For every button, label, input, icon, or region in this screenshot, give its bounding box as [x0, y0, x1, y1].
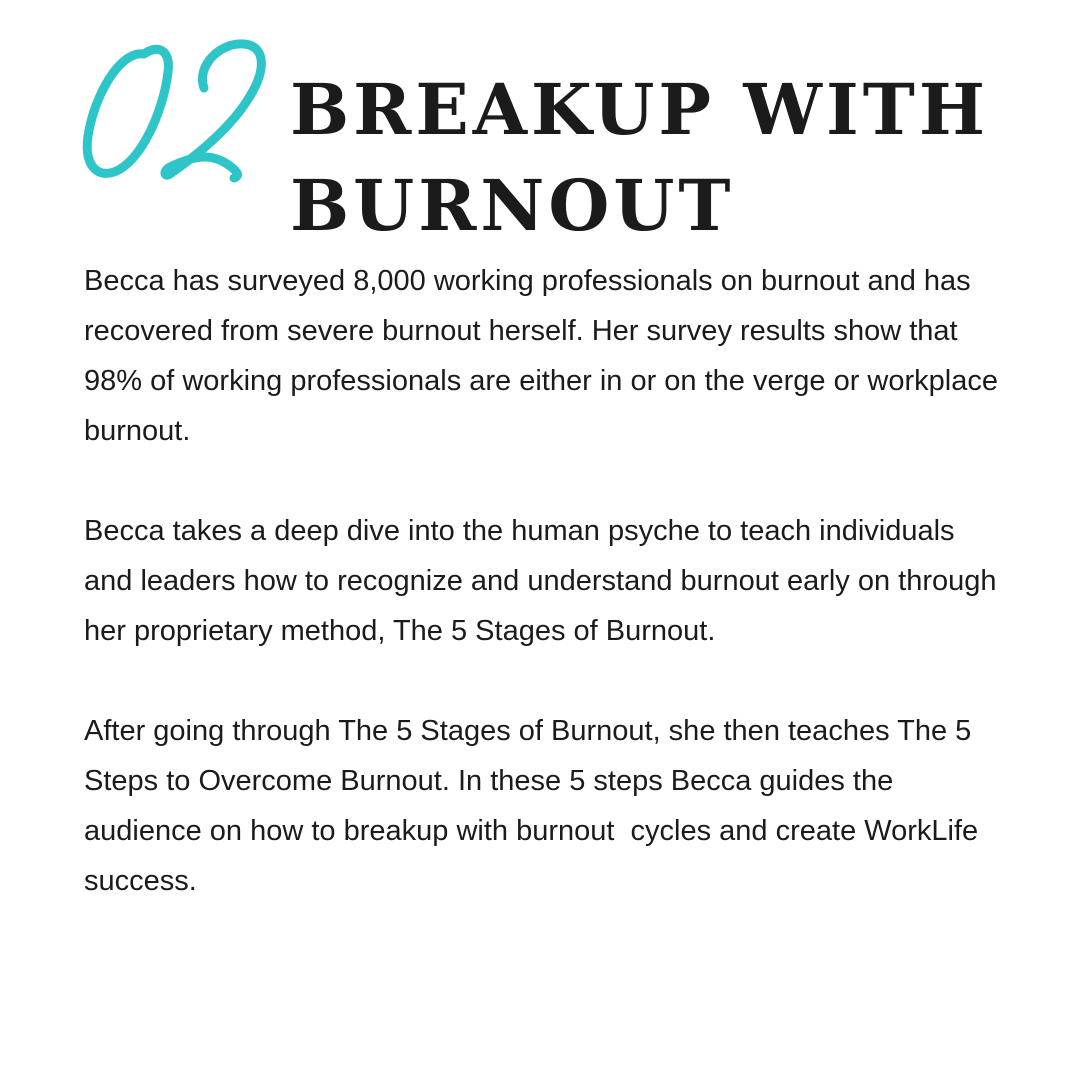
paragraph-survey: Becca has surveyed 8,000 working professionals on burnout and has recovered from severe burnout herself. Her survey results show that 98% of working professionals are either in or on the verge or workplace burnout.	[84, 265, 1007, 447]
body-text	[84, 256, 1007, 956]
title-line-1: BREAKUP WITH	[290, 68, 989, 151]
script-zero-stroke	[87, 49, 168, 173]
script-two-stroke	[165, 44, 261, 178]
paragraph-steps: After going through The 5 Stages of Burnout, she then teaches The 5 Steps to Overcome Burnout. In these 5 steps Becca guides the audience on how to breakup with burnout cycles and create WorkLife success.	[84, 715, 987, 897]
page-title	[290, 62, 1030, 254]
paragraph-method: Becca takes a deep dive into the human psyche to teach individuals and leaders how to recognize and understand burnout early on through her proprietary method, The 5 Stages of Burnout.	[84, 515, 1005, 647]
title-line-2: BURNOUT	[290, 164, 735, 247]
script-numeral-graphic	[80, 36, 270, 186]
section-number-02	[80, 36, 270, 186]
